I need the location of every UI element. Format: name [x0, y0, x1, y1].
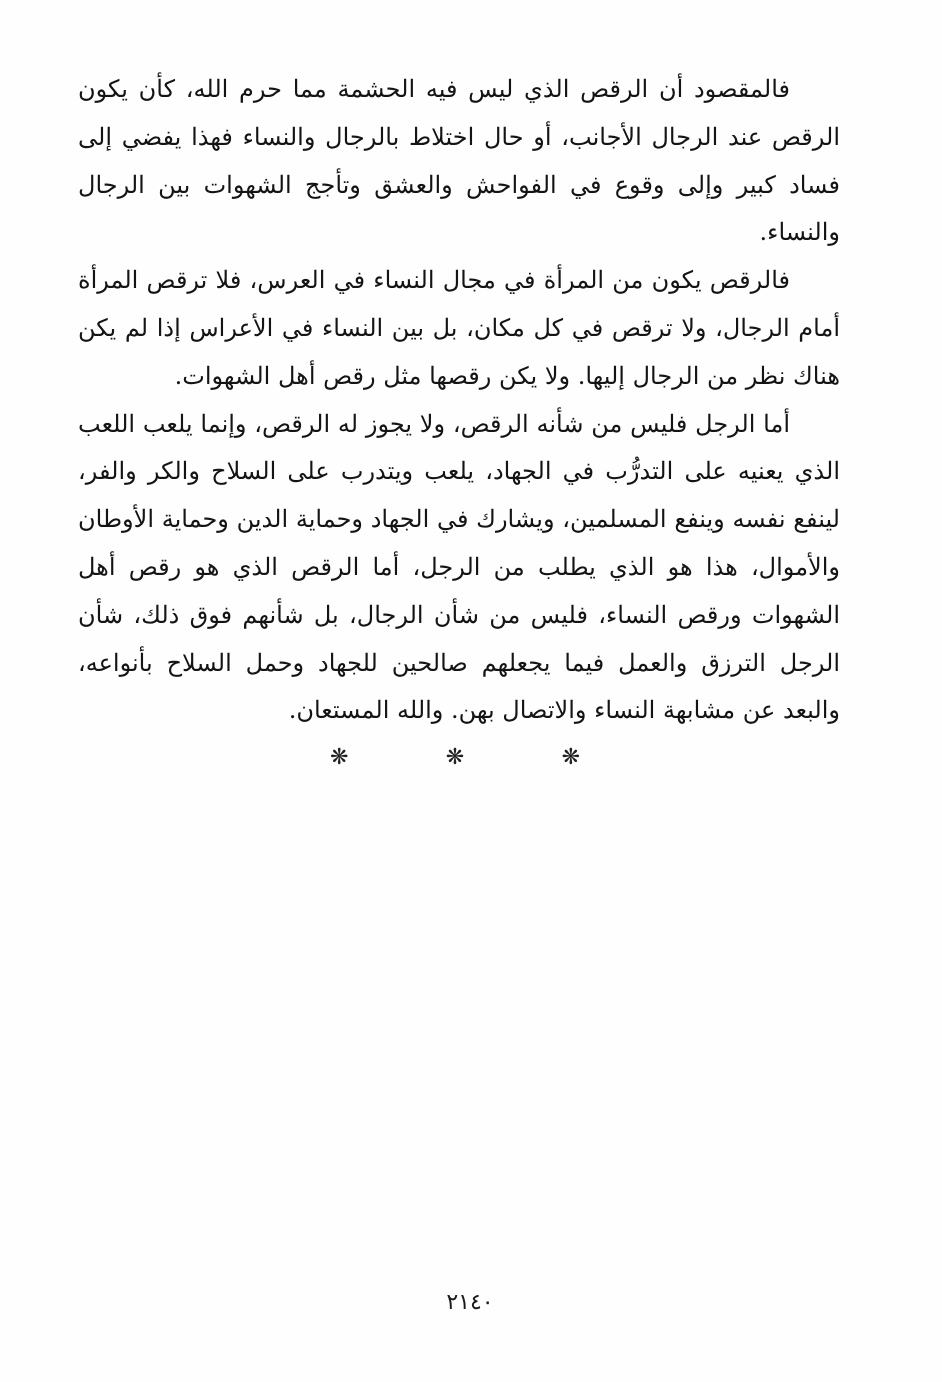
body-text — [78, 66, 840, 735]
asterism-icon: ❋ — [330, 745, 349, 770]
section-separator — [330, 738, 580, 778]
paragraph-1: فالمقصود أن الرقص الذي ليس فيه الحشمة مما حرم الله، كأن يكون الرقص عند الرجال الأجانب، أو حال اختلاط بالرجال والنساء فهذا يفضي إلى فساد كبير وإلى وقوع في الفواحش والعشق وتأجج الشهوات بين الرجال والنساء. — [78, 75, 840, 247]
asterism-icon: ❋ — [561, 745, 580, 770]
page-number: ٢١٤٠ — [446, 1290, 494, 1315]
paragraph-3: أما الرجل فليس من شأنه الرقص، ولا يجوز له الرقص، وإنما يلعب اللعب الذي يعنيه على التدرُّب في الجهاد، يلعب ويتدرب على السلاح والكر والفر، لينفع نفسه وينفع المسلمين، ويشارك في الجهاد وحماية الدين وحماية الأوطان والأموال، هذا هو الذي يطلب من الرجل، أما الرقص الذي هو رقص أهل الشهوات ورقص النساء، فليس من شأن الرجال، بل شأنهم فوق ذلك، شأن الرجل الترزق والعمل فيما يجعلهم صالحين للجهاد وحمل السلاح بأنواعه، والبعد عن مشابهة النساء والاتصال بهن. والله المستعان. — [78, 409, 840, 725]
paragraph-2: فالرقص يكون من المرأة في مجال النساء في العرس، فلا ترقص المرأة أمام الرجال، ولا ترقص في كل مكان، بل بين النساء في الأعراس إذا لم يكن هناك نظر من الرجال إليها. ولا يكن رقصها مثل رقص أهل الشهوات. — [78, 266, 840, 390]
asterism-icon: ❋ — [445, 745, 465, 770]
